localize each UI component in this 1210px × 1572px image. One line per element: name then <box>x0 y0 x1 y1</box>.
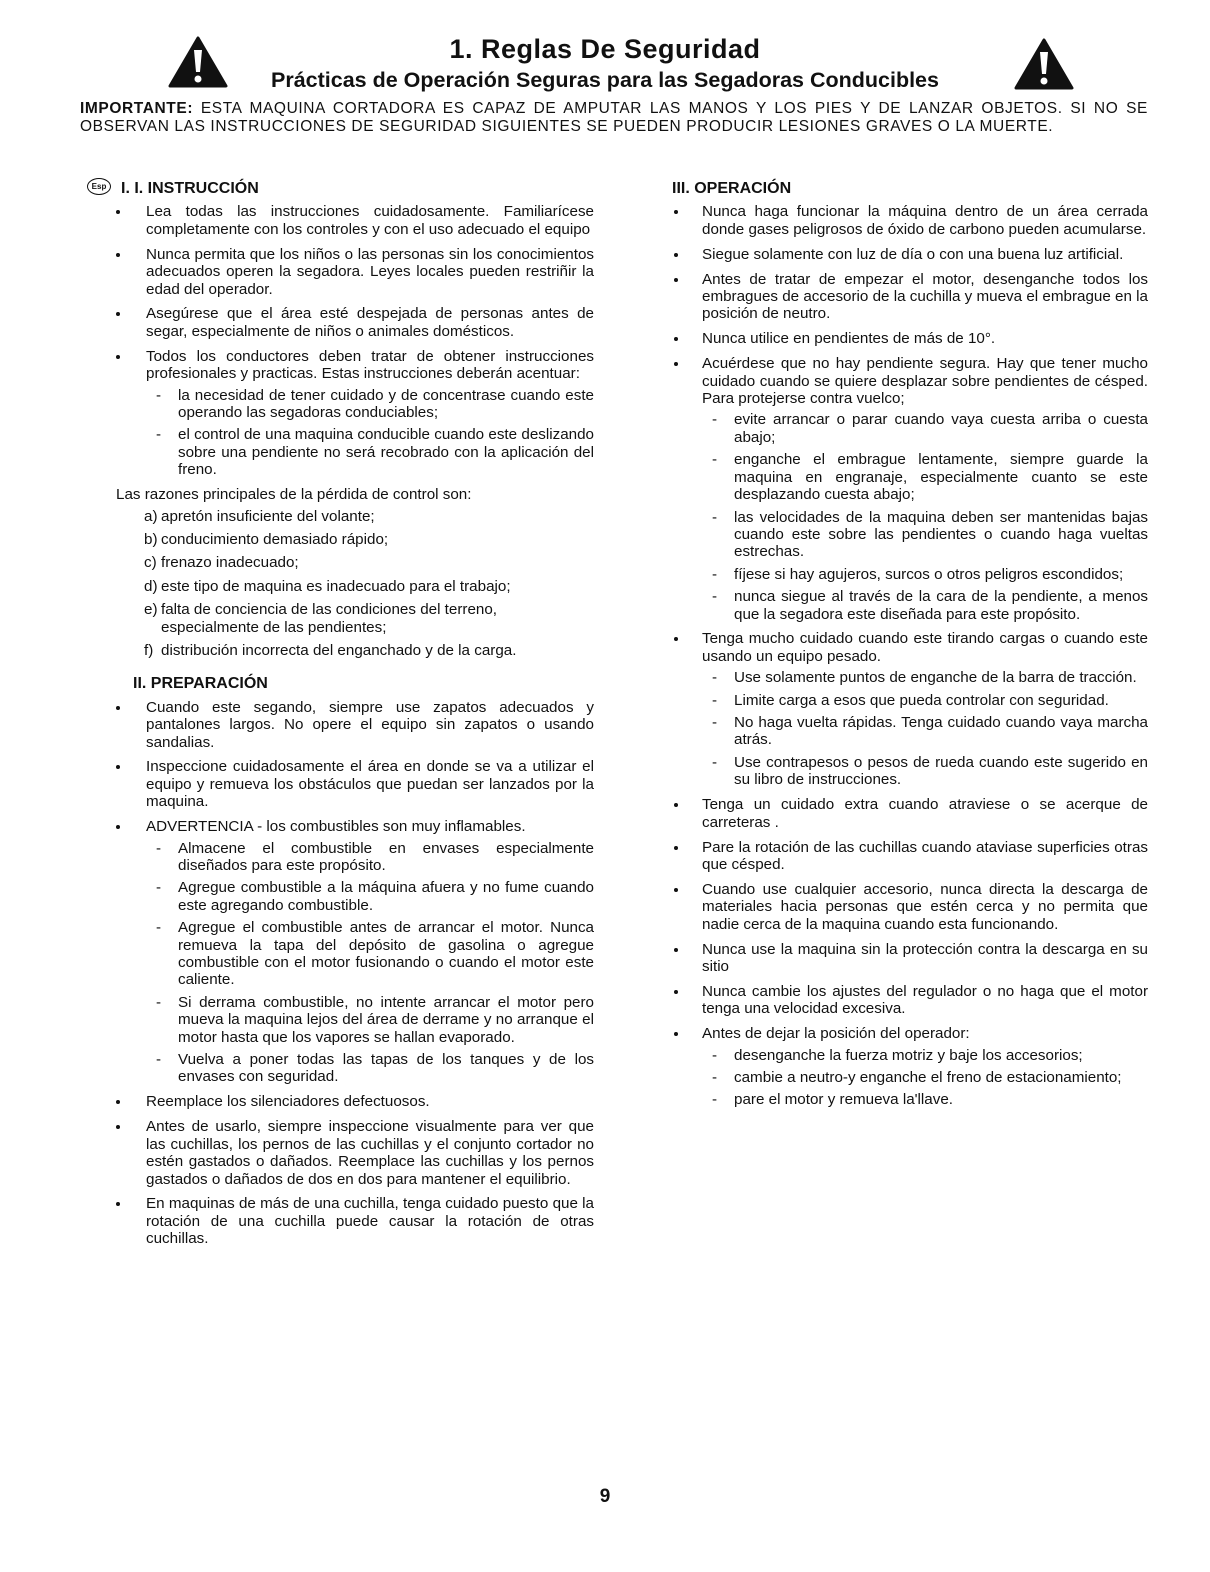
sub-list-item: - las velocidades de la maquina deben ser mantenidas bajas cuando este sobre las pendientes o cuando haga vueltas estrechas. <box>702 509 1148 561</box>
list-item: Antes de dejar la posición del operador: - desenganche la fuerza motriz y baje los accesorios; - cambie a neutro-y enganche el freno de estacionamiento; - pare el motor y remueva la'llave. <box>672 1025 1148 1109</box>
list-item: Nunca permita que los niños o las personas sin los conocimientos adecuados operen la segadora. Leyes locales pueden restriñir la edad del operador. <box>116 246 594 298</box>
important-notice <box>80 100 1148 136</box>
sub-list-item: - Limite carga a esos que pueda controlar con seguridad. <box>702 692 1148 709</box>
page-number: 9 <box>599 1486 611 1507</box>
page-subtitle: Prácticas de Operación Seguras para las Segadoras Conducibles <box>271 68 939 92</box>
left-column <box>91 180 594 1255</box>
list-item: Lea todas las instrucciones cuidadosamente. Familiarícese completamente con los controles y con el uso adecuado el equipo <box>116 203 594 238</box>
list-item: Antes de usarlo, siempre inspeccione visualmente para ver que las cuchillas, los pernos de las cuchillas y el conjunto cortador no estén gastados o dañados. Reemplace las cuchillas y los pernos gastados o dañados de dos en dos para mantener el equilibrio. <box>116 1118 594 1188</box>
operacion-list <box>672 203 1148 1108</box>
list-item: Tenga un cuidado extra cuando atraviese o se acerque de carreteras . <box>672 796 1148 831</box>
list-item: Reemplace los silenciadores defectuosos. <box>116 1093 594 1110</box>
sub-list-item: - Use solamente puntos de enganche de la barra de tracción. <box>702 669 1148 686</box>
sub-list-item: - Agregue combustible a la máquina afuera y no fume cuando este agregando combustible. <box>146 879 594 914</box>
list-item: Nunca utilice en pendientes de más de 10°. <box>672 330 1148 347</box>
list-item: Todos los conductores deben tratar de obtener instrucciones profesionales y practicas. Estas instrucciones deberán acentuar: - la necesidad de tener cuidado y de concentrase cuando este operando las segadoras conduciables; - el control de una maquina conducible cuando este deslizando sobre una pendiente no será recobrado con la aplicación del freno. <box>116 348 594 479</box>
sub-list-item: - evite arrancar o parar cuando vaya cuesta arriba o cuesta abajo; <box>702 411 1148 446</box>
sub-list-item: - fíjese si hay agujeros, surcos o otros peligros escondidos; <box>702 566 1148 583</box>
list-item: Nunca cambie los ajustes del regulador o no haga que el motor tenga una velocidad excesiva. <box>672 983 1148 1018</box>
list-item: Cuando este segando, siempre use zapatos adecuados y pantalones largos. No opere el equipo sin zapatos o usando sandalias. <box>116 699 594 751</box>
list-item: Asegúrese que el área esté despejada de personas antes de segar, especialmente de niños o animales domésticos. <box>116 305 594 340</box>
sub-list-item: - Vuelva a poner todas las tapas de los tanques y de los envases con seguridad. <box>146 1051 594 1086</box>
list-item: Pare la rotación de las cuchillas cuando ataviase superficies otras que césped. <box>672 839 1148 874</box>
reason-item: a) apretón insuficiente del volante; <box>144 507 375 525</box>
important-text: ESTA MAQUINA CORTADORA ES CAPAZ DE AMPUTAR LAS MANOS Y LOS PIES Y DE LANZAR OBJETOS. SI NO SE OBSERVAN LAS INSTRUCCIONES DE SEGURIDAD SIGUIENTES SE PUEDEN PRODUCIR LESIONES GRAVES O LA MUERTE. <box>80 100 1148 135</box>
reason-item: c) frenazo inadecuado; <box>144 554 299 572</box>
sub-list-item: - Agregue el combustible antes de arrancar el motor. Nunca remueva la tapa del depósito de gasolina o agregue combustible con el motor fusionando o cuando el motor este caliente. <box>146 919 594 989</box>
reason-item: b) conducimiento demasiado rápido; <box>144 530 389 548</box>
instruccion-list <box>116 203 594 478</box>
sub-list-item: - desenganche la fuerza motriz y baje los accesorios; <box>702 1047 1148 1064</box>
sub-list-item: - Use contrapesos o pesos de rueda cuando este sugerido en su libro de instrucciones. <box>702 754 1148 789</box>
important-label: IMPORTANTE: <box>80 100 194 117</box>
list-item: Nunca haga funcionar la máquina dentro de un área cerrada donde gases peligrosos de óxido de carbono pueden acumularse. <box>672 203 1148 238</box>
list-item: ADVERTENCIA - los combustibles son muy inflamables. - Almacene el combustible en envases especialmente diseñados para este propósito. - Agregue combustible a la máquina afuera y no fume cuando este agregando combustible. - Agregue el combustible antes de arrancar el motor. Nunca remueva la tapa del depósito de gasolina o agregue combustible con el motor fusionando o cuando el motor este caliente. - Si derrama combustible, no intente arrancar el motor pero mueva la maquina lejos del área de derrame y no arranque el motor hasta que los vapores se hallan evaporado. - Vuelva a poner todas las tapas de los tanques y de los envases con seguridad. <box>116 818 594 1086</box>
sub-list-item: - Si derrama combustible, no intente arrancar el motor pero mueva la maquina lejos del área de derrame y no arranque el motor hasta que los vapores se hallan evaporado. <box>146 994 594 1046</box>
list-item: Nunca use la maquina sin la protección contra la descarga en su sitio <box>672 941 1148 976</box>
sub-list-item: - enganche el embrague lentamente, siempre guarde la maquina en engranaje, especialmente cuanto se este desplazando cuesta abajo; <box>702 451 1148 503</box>
list-item: Acuérdese que no hay pendiente segura. Hay que tener mucho cuidado cuando se quiere desplazar sobre pendientes de césped. Para protejerse contra vuelco; - evite arrancar o parar cuando vaya cuesta arriba o cuesta abajo; - enganche el embrague lentamente, siempre guarde la maquina en engranaje, especialmente cuanto se este desplazando cuesta abajo; - las velocidades de la maquina deben ser mantenidas bajas cuando este sobre las pendientes o cuando haga vueltas estrechas. - fíjese si hay agujeros, surcos o otros peligros escondidos; - nunca siegue al través de la cara de la pendiente, a menos que la segadora este diseñada para este propósito. <box>672 355 1148 623</box>
reason-item: d) este tipo de maquina es inadecuado para el trabajo; <box>144 577 511 595</box>
right-column <box>672 180 1148 1116</box>
page-title: 1. Reglas De Seguridad <box>449 34 761 64</box>
reasons-intro: Las razones principales de la pérdida de control son: <box>116 486 472 504</box>
list-item: Siegue solamente con luz de día o con una buena luz artificial. <box>672 246 1148 263</box>
list-item: Cuando use cualquier accesorio, nunca directa la descarga de materiales hacia personas que estén cerca y no permita que nadie cerca de la maquina cuando esta funcionando. <box>672 881 1148 933</box>
reason-item: e) falta de conciencia de las condiciones del terreno, especialmente de las pendientes; <box>144 601 498 636</box>
sub-list-item: - el control de una maquina conducible cuando este deslizando sobre una pendiente no será recobrado con la aplicación del freno. <box>146 426 594 478</box>
list-item: Tenga mucho cuidado cuando este tirando cargas o cuando este usando un equipo pesado. - Use solamente puntos de enganche de la barra de tracción. - Limite carga a esos que pueda controlar con seguridad. - No haga vuelta rápidas. Tenga cuidado cuando vaya marcha atrás. - Use contrapesos o pesos de rueda cuando este sugerido en su libro de instrucciones. <box>672 630 1148 788</box>
sub-list-item: - nunca siegue al través de la cara de la pendiente, a menos que la segadora este diseñada para este propósito. <box>702 588 1148 623</box>
section-heading-operacion: III. OPERACIÓN <box>672 180 792 197</box>
list-item: En maquinas de más de una cuchilla, tenga cuidado puesto que la rotación de una cuchilla puede causar la rotación de otras cuchillas. <box>116 1195 594 1247</box>
sub-list-item: - No haga vuelta rápidas. Tenga cuidado cuando vaya marcha atrás. <box>702 714 1148 749</box>
section-heading-preparacion: II. PREPARACIÓN <box>133 675 268 693</box>
sub-list-item: - la necesidad de tener cuidado y de concentrase cuando este operando las segadoras conduciables; <box>146 387 594 422</box>
language-badge: Esp <box>87 178 111 195</box>
sub-list-item: - pare el motor y remueva la'llave. <box>702 1091 1148 1108</box>
reasons-list <box>116 508 594 660</box>
section-heading-instruccion: Esp I. I. INSTRUCCIÓN <box>121 180 594 197</box>
reason-item: f) distribución incorrecta del enganchado y de la carga. <box>144 641 517 659</box>
list-item: Inspeccione cuidadosamente el área en donde se va a utilizar el equipo y remueva los obstáculos que puedan ser lanzados por la maquina. <box>116 758 594 810</box>
preparacion-list <box>116 699 594 1248</box>
list-item: Antes de tratar de empezar el motor, desenganche todos los embragues de accesorio de la cuchilla y mueva el embrague en la posición de neutro. <box>672 271 1148 323</box>
sub-list-item: - cambie a neutro-y enganche el freno de estacionamiento; <box>702 1069 1148 1086</box>
sub-list-item: - Almacene el combustible en envases especialmente diseñados para este propósito. <box>146 840 594 875</box>
